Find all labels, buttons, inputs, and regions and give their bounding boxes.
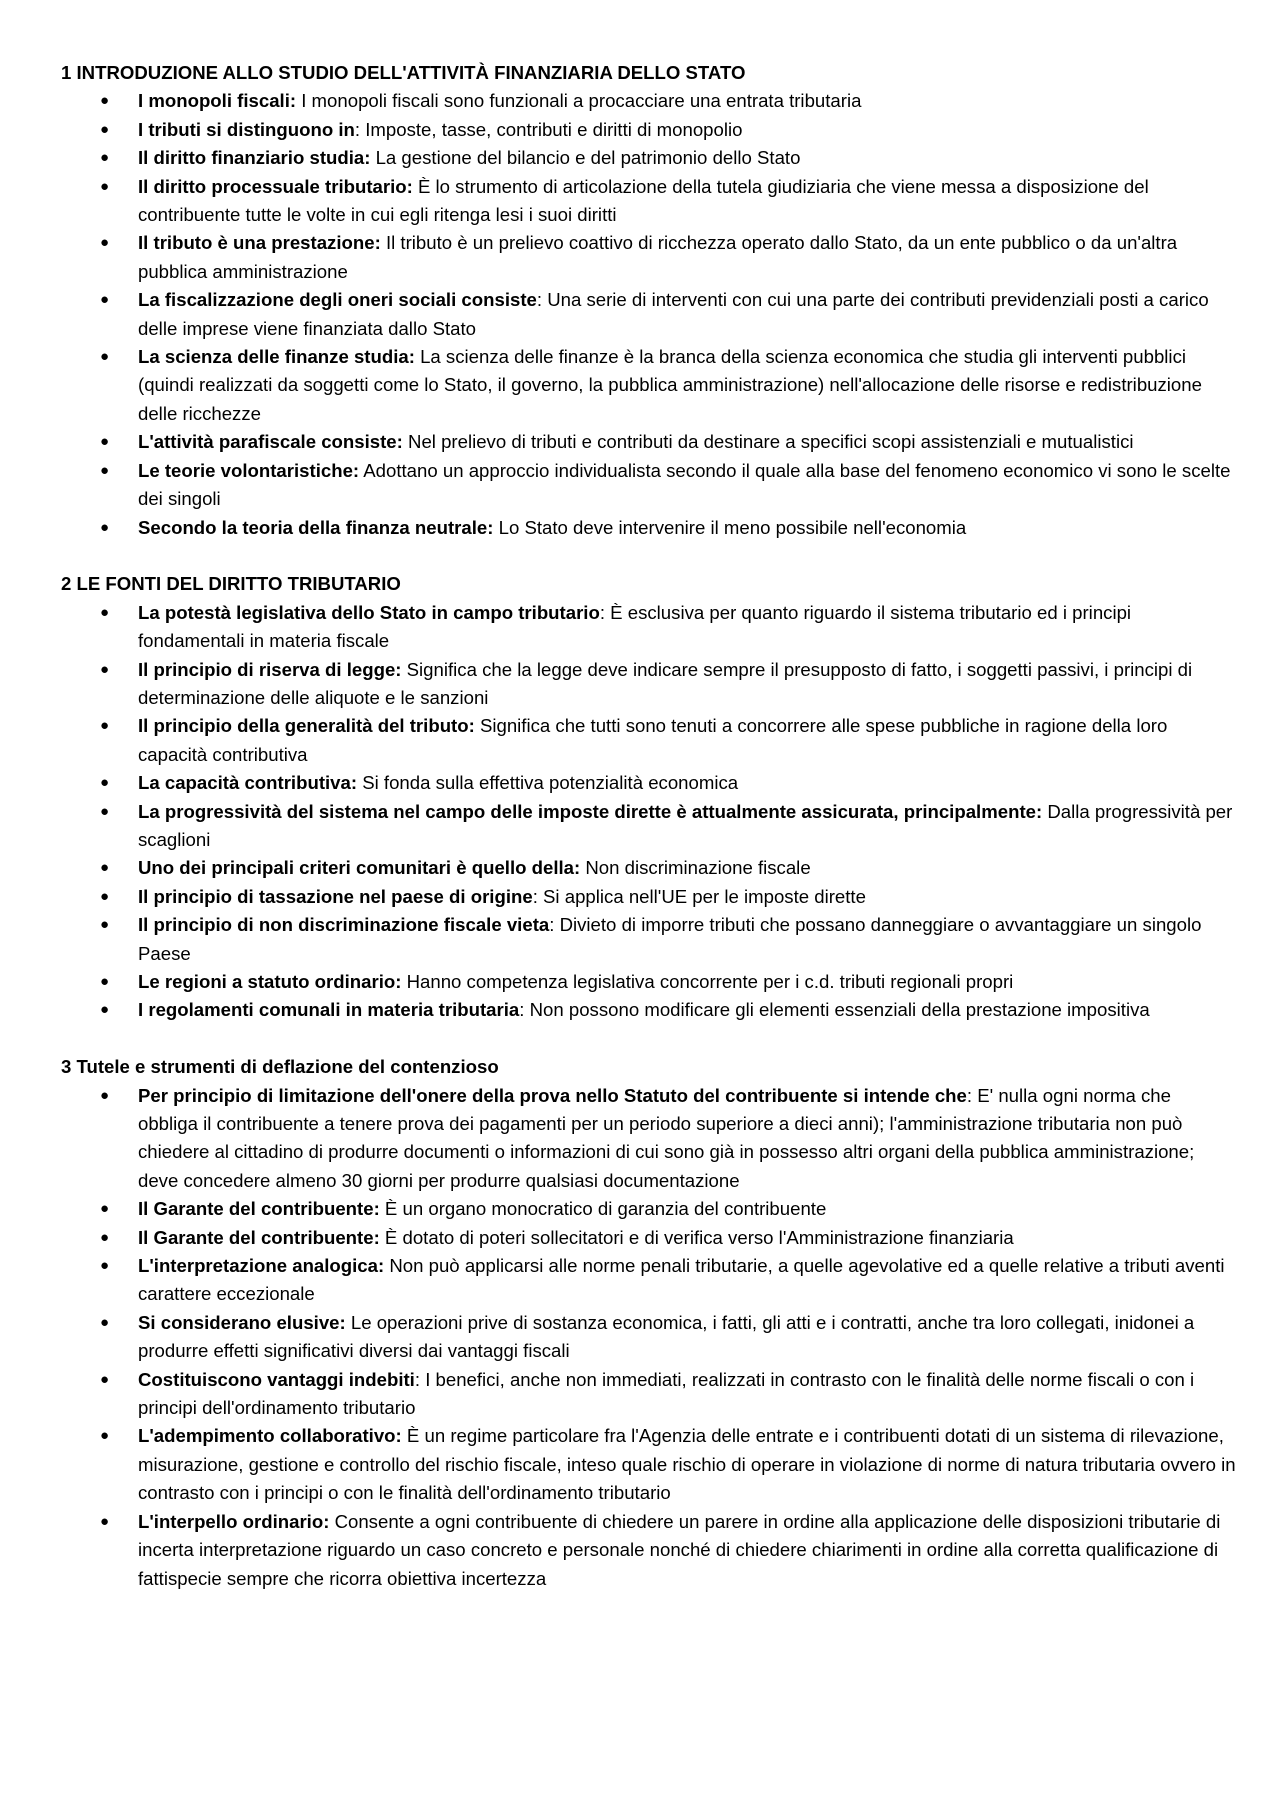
list-item — [61, 457, 1236, 514]
item-term: Uno dei principali criteri comunitari è quello della: — [138, 857, 581, 879]
list-item — [61, 1422, 1236, 1507]
list-item — [61, 1224, 1236, 1252]
bullet-icon: ● — [100, 859, 110, 877]
bullet-icon: ● — [100, 1427, 110, 1445]
item-term: Le regioni a statuto ordinario: — [138, 970, 402, 992]
section-1 — [61, 59, 1236, 542]
bullet-icon: ● — [100, 120, 110, 138]
section-title: 2 LE FONTI DEL DIRITTO TRIBUTARIO — [61, 573, 401, 595]
list-item — [61, 343, 1236, 428]
item-text: : Divieto di imporre tributi che possano danneggiare o avvantaggiare un singolo Paese — [138, 914, 1202, 964]
item-term: L'adempimento collaborativo: — [138, 1425, 402, 1447]
item-text: : Non possono modificare gli elementi essenziali della prestazione impositiva — [519, 999, 1150, 1021]
item-text: Adottano un approccio individualista secondo il quale alla base del fenomeno economico vi sono le scelte dei singoli — [138, 459, 1231, 510]
item-term: Per principio di limitazione dell'onere della prova nello Statuto del contribuente si intende che — [138, 1084, 967, 1106]
item-term: Il tributo è una prestazione: — [138, 232, 381, 254]
bullet-icon: ● — [100, 972, 110, 990]
item-term: Si considerano elusive: — [138, 1311, 346, 1333]
list-item — [61, 229, 1236, 286]
section-title: 1 INTRODUZIONE ALLO STUDIO DELL'ATTIVITÀ FINANZIARIA DELLO STATO — [61, 62, 746, 83]
item-text: Consente a ogni contribuente di chiedere un parere in ordine alla applicazione delle disposizioni tributarie di incerta interpretazione riguardo un caso concreto e personale nonché di chiedere chiarimenti in ordine alla corretta qualificazione di fattispecie sempre che ricorra obiettiva incertezza — [138, 1510, 1221, 1589]
item-text: Si fonda sulla effettiva potenzialità economica — [357, 772, 739, 794]
bullet-list — [61, 1082, 1236, 1593]
section-3 — [61, 1053, 1236, 1593]
bullet-icon: ● — [100, 1512, 110, 1530]
list-item — [61, 599, 1236, 656]
bullet-list — [61, 87, 1236, 542]
bullet-icon: ● — [100, 603, 110, 621]
bullet-icon: ● — [100, 1200, 110, 1218]
item-text: È dotato di poteri sollecitatori e di verifica verso l'Amministrazione finanziaria — [379, 1226, 1014, 1248]
list-item — [61, 968, 1236, 996]
bullet-icon: ● — [100, 1257, 110, 1275]
item-text: Significa che tutti sono tenuti a concorrere alle spese pubbliche in ragione della loro capacità contributiva — [138, 715, 1168, 765]
item-term: L'interpello ordinario: — [138, 1510, 330, 1532]
list-item — [61, 1252, 1236, 1309]
item-text: Hanno competenza legislativa concorrente per i c.d. tributi regionali propri — [401, 970, 1014, 992]
bullet-icon: ● — [100, 234, 110, 252]
item-term: La fiscalizzazione degli oneri sociali consiste — [138, 289, 537, 311]
list-item — [61, 1082, 1236, 1196]
list-item — [61, 712, 1236, 769]
item-term: Secondo la teoria della finanza neutrale: — [138, 516, 494, 538]
list-item — [61, 854, 1236, 882]
item-term: La progressività del sistema nel campo delle imposte dirette è attualmente assicurata, principalmente: — [138, 800, 1043, 822]
section-title: 3 Tutele e strumenti di deflazione del contenzioso — [61, 1056, 499, 1078]
document-page — [61, 59, 1236, 1593]
item-text: Il tributo è un prelievo coattivo di ricchezza operato dallo Stato, da un ente pubblico o da un'altra pubblica amministrazione — [138, 232, 1178, 282]
bullet-icon: ● — [100, 887, 110, 905]
list-item — [61, 428, 1236, 456]
item-term: I tributi si distinguono in — [138, 118, 355, 140]
item-text: : Si applica nell'UE per le imposte dirette — [532, 885, 866, 907]
item-term: Il principio di tassazione nel paese di origine — [138, 885, 533, 907]
item-term: Il diritto processuale tributario: — [138, 175, 413, 197]
item-text: : E' nulla ogni norma che obbliga il contribuente a tenere prova dei pagamenti per un periodo superiore a dieci anni); l'amministrazione tributaria non può chiedere al cittadino di produrre documenti o informazioni di cui sono già in possesso altri organi della pubblica amministrazione; deve concedere almeno 30 giorni per produrre qualsiasi documentazione — [138, 1084, 1195, 1191]
bullet-icon: ● — [100, 717, 110, 735]
bullet-icon: ● — [100, 1313, 110, 1331]
item-term: I regolamenti comunali in materia tributaria — [138, 999, 520, 1021]
item-term: L'interpretazione analogica: — [138, 1255, 385, 1277]
bullet-icon: ● — [100, 916, 110, 934]
bullet-icon: ● — [100, 1086, 110, 1104]
item-term: I monopoli fiscali: — [138, 90, 297, 112]
list-item — [61, 87, 1236, 115]
bullet-icon: ● — [100, 348, 110, 366]
section-2 — [61, 570, 1236, 1025]
item-text: : Una serie di interventi con cui una parte dei contributi previdenziali posti a carico delle imprese viene finanziata dallo Stato — [138, 289, 1209, 339]
bullet-icon: ● — [100, 433, 110, 451]
bullet-icon: ● — [100, 1228, 110, 1246]
list-item — [61, 769, 1236, 797]
bullet-icon: ● — [100, 518, 110, 536]
bullet-icon: ● — [100, 291, 110, 309]
item-text: La gestione del bilancio e del patrimonio dello Stato — [370, 147, 801, 169]
item-text: La scienza delle finanze è la branca della scienza economica che studia gli interventi pubblici (quindi realizzati da soggetti come lo Stato, il governo, la pubblica amministrazione) nell'allocazione delle risorse e redistribuzione delle ricchezze — [138, 346, 1202, 424]
bullet-icon: ● — [100, 774, 110, 792]
item-term: Costituiscono vantaggi indebiti — [138, 1368, 415, 1390]
item-term: Il principio di riserva di legge: — [138, 658, 402, 680]
item-term: La capacità contributiva: — [138, 772, 358, 794]
item-term: La scienza delle finanze studia: — [138, 346, 415, 368]
bullet-icon: ● — [100, 802, 110, 820]
item-text: È un regime particolare fra l'Agenzia delle entrate e i contribuenti dotati di un sistema di rilevazione, misurazione, gestione e controllo del rischio fiscale, inteso quale rischio di operare in violazione di norme di natura tributaria ovvero in contrasto con i principi o con le finalità dell'ordinamento tributario — [138, 1425, 1236, 1504]
list-item — [61, 656, 1236, 713]
item-text: Nel prelievo di tributi e contributi da destinare a specifici scopi assistenziali e mutualistici — [402, 431, 1134, 453]
list-item — [61, 996, 1236, 1024]
item-text: Lo Stato deve intervenire il meno possibile nell'economia — [493, 516, 967, 538]
list-item — [61, 1508, 1236, 1593]
list-item — [61, 883, 1236, 911]
item-term: La potestà legislativa dello Stato in campo tributario — [138, 601, 600, 623]
bullet-list — [61, 599, 1236, 1025]
list-item — [61, 1366, 1236, 1423]
item-text: È lo strumento di articolazione della tutela giudiziaria che viene messa a disposizione del contribuente tutte le volte in cui egli ritenga lesi i suoi diritti — [138, 175, 1149, 226]
item-text: : Imposte, tasse, contributi e diritti di monopolio — [354, 118, 743, 140]
item-text: : I benefici, anche non immediati, realizzati in contrasto con le finalità delle norme fiscali o con i principi dell'ordinamento tributario — [138, 1368, 1195, 1419]
item-term: Il Garante del contribuente: — [138, 1198, 380, 1220]
item-text: Le operazioni prive di sostanza economica, i fatti, gli atti e i contratti, anche tra loro collegati, inidonei a produrre effetti significativi diversi dai vantaggi fiscali — [138, 1311, 1195, 1362]
list-item — [61, 514, 1236, 542]
list-item — [61, 173, 1236, 230]
list-item — [61, 1309, 1236, 1366]
item-text: : È esclusiva per quanto riguardo il sistema tributario ed i principi fondamentali in materia fiscale — [138, 601, 1132, 652]
list-item — [61, 144, 1236, 172]
list-item — [61, 116, 1236, 144]
bullet-icon: ● — [100, 660, 110, 678]
item-text: Significa che la legge deve indicare sempre il presupposto di fatto, i soggetti passivi, i principi di determinazione delle aliquote e le sanzioni — [138, 658, 1193, 708]
item-term: L'attività parafiscale consiste: — [138, 431, 403, 453]
item-term: Il Garante del contribuente: — [138, 1226, 380, 1248]
item-term: Le teorie volontaristiche: — [138, 459, 360, 481]
list-item — [61, 1195, 1236, 1223]
item-text: I monopoli fiscali sono funzionali a procacciare una entrata tributaria — [296, 90, 862, 112]
item-term: Il principio della generalità del tributo: — [138, 715, 475, 737]
item-term: Il principio di non discriminazione fiscale vieta — [138, 914, 550, 936]
item-text: Non discriminazione fiscale — [580, 857, 811, 879]
item-term: Il diritto finanziario studia: — [138, 147, 371, 169]
bullet-icon: ● — [100, 461, 110, 479]
item-text: È un organo monocratico di garanzia del contribuente — [379, 1198, 827, 1220]
item-text: Non può applicarsi alle norme penali tributarie, a quelle agevolative ed a quelle relative a tributi aventi carattere eccezionale — [138, 1255, 1225, 1305]
bullet-icon: ● — [100, 149, 110, 167]
bullet-icon: ● — [100, 92, 110, 110]
bullet-icon: ● — [100, 1370, 110, 1388]
bullet-icon: ● — [100, 177, 110, 195]
list-item — [61, 911, 1236, 968]
bullet-icon: ● — [100, 1001, 110, 1019]
item-text: Dalla progressività per scaglioni — [138, 800, 1233, 850]
list-item — [61, 798, 1236, 855]
list-item — [61, 286, 1236, 343]
